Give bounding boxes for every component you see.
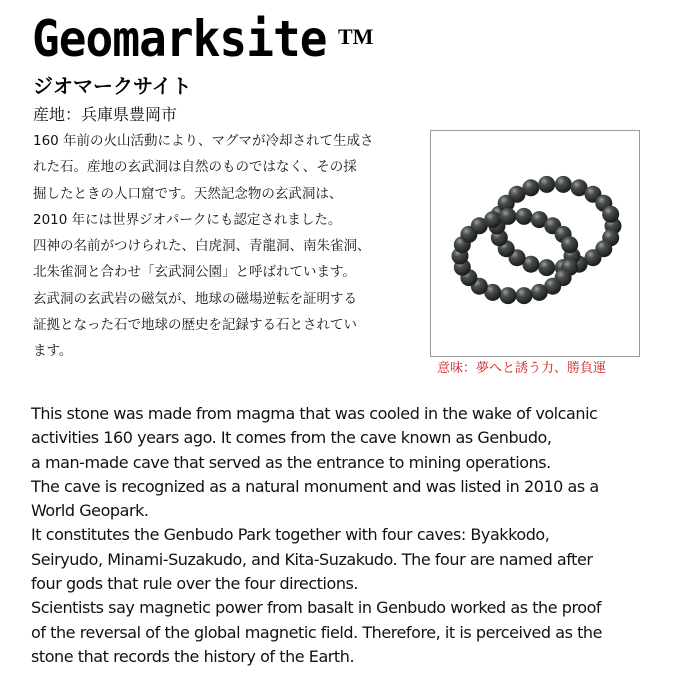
bracelet-photo-icon [431, 131, 639, 356]
en-line: The cave is recognized as a natural monument and was listed in 2010 as a [31, 476, 599, 496]
bead [561, 236, 578, 253]
bead [522, 179, 539, 196]
bead [500, 208, 517, 225]
bead [555, 176, 572, 193]
jp-line: 四神の名前がつけられた、白虎洞、青龍洞、南朱雀洞、 [33, 238, 371, 255]
en-line: World Geopark. [31, 501, 149, 521]
jp-line: れた石。産地の玄武洞は自然のものではなく、その採 [33, 159, 357, 176]
product-title: Geomarksite [32, 10, 327, 68]
en-line: This stone was made from magma that was cooled in the wake of volcanic [31, 404, 598, 423]
en-line: a man-made cave that served as the entrance to mining operations. [31, 452, 551, 472]
en-line: of the reversal of the global magnetic field. Therefore, it is perceived as the [31, 622, 603, 642]
bead [516, 208, 533, 225]
bead [531, 284, 548, 301]
en-line: activities 160 years ago. It comes from the cave known as Genbudo, [31, 428, 552, 448]
japanese-description [33, 128, 413, 365]
product-photo [430, 130, 640, 357]
jp-line: 掘したときの人口窟です。天然記念物の玄武洞は、 [33, 185, 343, 202]
trademark-mark: TM [338, 24, 374, 49]
bead [538, 259, 555, 276]
meaning-caption: 意味：夢へと誘う力、勝負運 [437, 361, 607, 376]
bead [538, 176, 555, 193]
jp-line: 2010 年には世界ジオパークにも認定されました。 [33, 211, 342, 228]
en-line: It constitutes the Genbudo Park together with four caves: Byakkodo, [31, 525, 550, 545]
jp-line: 玄武洞の玄武岩の磁気が、地球の磁場逆転を証明する [33, 290, 357, 307]
product-title-kana: ジオマークサイト [33, 74, 192, 98]
en-line: Seiryudo, Minami-Suzakudo, and Kita-Suzakudo. The four are named after [31, 549, 593, 569]
bead [484, 211, 501, 228]
jp-line: ます。 [33, 343, 73, 360]
english-description [31, 402, 691, 669]
jp-line: 北朱雀洞と合わせ「玄武洞公園」と呼ばれています。 [33, 264, 356, 281]
en-line: Scientists say magnetic power from basalt in Genbudo worked as the proof [31, 598, 602, 618]
bead [500, 287, 517, 304]
origin-label: 産地：兵庫県豊岡市 [33, 105, 178, 124]
en-line: stone that records the history of the Earth. [31, 646, 355, 666]
jp-line: 証拠となった石で地球の歴史を記録する石とされてい [33, 317, 357, 334]
bead [516, 287, 533, 304]
bead [602, 206, 619, 223]
jp-line: 160 年前の火山活動により、マグマが冷却されて生成さ [33, 133, 374, 149]
en-line: four gods that rule over the four directions. [31, 574, 359, 594]
